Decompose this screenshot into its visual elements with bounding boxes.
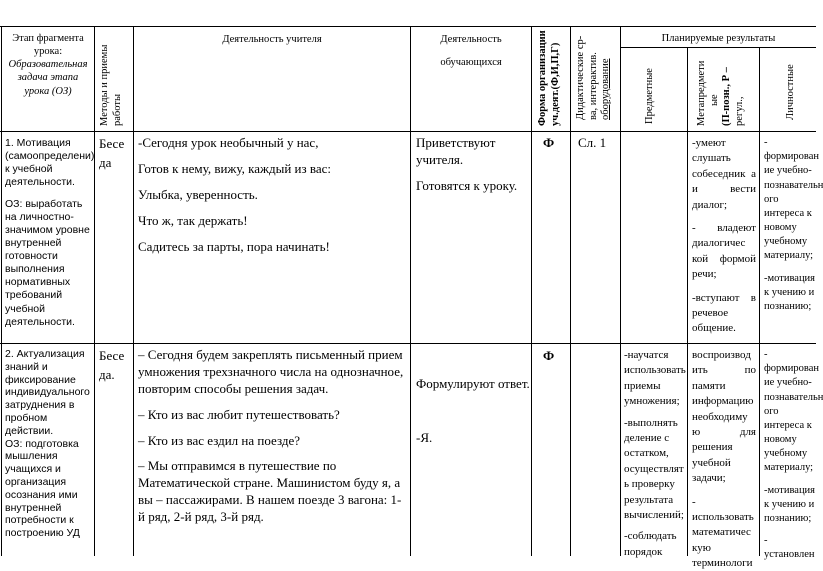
row2-personal-cell xyxy=(764,348,823,561)
header-meta-line4: регул., xyxy=(733,96,745,126)
row2-teacher-cell xyxy=(138,347,406,526)
row1-meta-item: -вступают в речевое общение. xyxy=(692,291,756,335)
row1-stage: 1. Мотивация (самоопределени) к учебной деятельности. xyxy=(5,137,95,189)
col-divider-teacher xyxy=(133,26,134,556)
row1-students-cell xyxy=(416,135,528,195)
header-meta-line2: ые xyxy=(708,94,720,106)
row2-meta-item: - использовать математичес кую терминологи xyxy=(692,495,754,570)
row1-meta-item: - владеют диалогичес кой формой речи; xyxy=(692,221,756,281)
header-students-line2: обучающихся xyxy=(440,57,502,69)
row2-subject-cell xyxy=(624,348,685,560)
row2-personal-item: - формирован ие учебно-познавательн ого интереса к новому учебному материалу; xyxy=(764,349,823,474)
row1-meta-item: -умеют слушать собеседник а и вести диалог; xyxy=(692,137,756,211)
row2-personal-item: -мотивация к учению и познанию; xyxy=(764,484,816,524)
header-form-line2: уч.деят.(Ф,И,П,Г) xyxy=(549,42,561,126)
header-subject-label: Предметные xyxy=(644,68,655,124)
table-left-border xyxy=(1,26,2,556)
row1-students-line: Приветствуют учителя. xyxy=(416,135,496,167)
row1-students-line: Готовятся к уроку. xyxy=(416,177,518,193)
row1-personal-cell xyxy=(764,136,823,341)
row2-subject-item: -выполнять деление с остатком, осуществлят ь проверку результата вычислений; xyxy=(624,416,684,521)
header-meta-line3: (П-позн., Р – xyxy=(721,67,733,126)
header-results: Планируемые результаты xyxy=(661,33,776,44)
row1-methods xyxy=(99,136,124,172)
row1-teacher-line: Садитесь за парты, пора начинать! xyxy=(138,238,330,254)
header-students-line1: Деятельность xyxy=(440,34,502,45)
row2-meta-cell xyxy=(692,348,756,571)
row1-personal-item: - формирован ие учебно-познавательн ого интереса к новому учебному материалу; xyxy=(764,137,823,262)
results-subheader-line xyxy=(620,47,816,48)
row1-teacher-line: Готов к нему, вижу, каждый из вас: xyxy=(138,160,331,176)
row1-methods-line1: Бесе xyxy=(99,136,125,151)
row2-teacher-line: – Кто из вас ездил на поезде? xyxy=(138,432,300,448)
header-didactic-line3: оборудование xyxy=(600,58,612,120)
col-divider-form xyxy=(531,26,532,556)
row2-goal: ОЗ: подготовка мышления учащихся и организация осознания ими внутренней потребности к построению УД xyxy=(5,437,80,540)
header-meta-line1: Метапредмети xyxy=(696,60,707,126)
row2-teacher-line: – Кто из вас любит путешествовать? xyxy=(138,406,340,422)
header-form xyxy=(537,30,562,126)
row2-methods xyxy=(99,348,124,384)
row2-subject-item: -научатся использовать приемы умножения; xyxy=(624,349,686,408)
header-personal-label: Личностные xyxy=(785,64,796,120)
row2-students-line: Формулируют ответ. xyxy=(416,376,530,391)
header-meta xyxy=(696,61,746,126)
row2-teacher-line: – Сегодня будем закреплять письменный прием умножения трехзначного числа на однозначное, повторим способы решения задач. xyxy=(138,347,404,396)
header-form-line1: Форма организации xyxy=(537,30,548,126)
row1-teacher-line: Что ж, так держать! xyxy=(138,212,248,228)
header-methods-line2: работы xyxy=(111,93,123,126)
col-divider-students xyxy=(410,26,411,556)
header-bottom-border xyxy=(0,131,816,132)
header-methods-line1: Методы и приемы xyxy=(99,44,110,126)
row1-personal-item: -мотивация к учению и познанию; xyxy=(764,272,816,312)
row1-teacher-line: Улыбка, уверенность. xyxy=(138,186,258,202)
header-stage xyxy=(2,32,94,98)
table-top-border xyxy=(0,26,816,27)
row-divider xyxy=(0,343,816,344)
row2-stage: 2. Актуализация знаний и фиксирование индивидуального затруднения в пробном действии. xyxy=(5,348,90,437)
header-personal xyxy=(785,64,798,120)
row2-teacher-line: – Мы отправимся в путешествие по Математической стране. Машинистом буду я, а вы – пассажирами. В нашем поезде 3 вагона: 1-й ряд, 2-й ряд, 3-й ряд. xyxy=(138,458,402,525)
header-didactic-line2: ва, интерактив. xyxy=(587,52,599,120)
header-stage-goal: Образовательная задача этапа урока (ОЗ) xyxy=(8,59,88,97)
row1-goal: ОЗ: выработать на личностно-значимом уровне внутренней готовности выполнения нормативных требований учебной деятельности. xyxy=(5,197,90,328)
col-divider-meta xyxy=(687,47,688,556)
row2-meta-item: воспроизвод ить по памяти информацию необходиму ю для решения учебной задачи; xyxy=(692,349,756,485)
row1-teacher-line: -Сегодня урок необычный у нас, xyxy=(138,135,319,150)
header-methods xyxy=(99,45,124,126)
header-didactic xyxy=(575,36,613,120)
row1-form: Ф xyxy=(543,135,555,150)
row2-students-cell xyxy=(416,376,530,447)
header-subject xyxy=(644,68,657,124)
col-divider-didactic xyxy=(570,26,571,556)
row2-methods-line1: Бесе xyxy=(99,348,125,363)
col-divider-results xyxy=(620,26,621,556)
row1-teacher-cell xyxy=(138,135,408,255)
header-didactic-line1: Дидактические ср- xyxy=(575,35,586,120)
row2-students-line: -Я. xyxy=(416,430,433,446)
col-divider-personal xyxy=(759,47,760,556)
row2-personal-item: - установлен xyxy=(764,535,815,561)
row1-didactic: Сл. 1 xyxy=(578,135,607,150)
row1-methods-line2: да xyxy=(99,155,112,171)
row2-subject-item: -соблюдать порядок xyxy=(624,530,677,558)
row2-stage-cell xyxy=(5,348,93,540)
row2-methods-line2: да. xyxy=(99,367,115,383)
header-teacher: Деятельность учителя xyxy=(222,34,322,45)
row1-stage-cell xyxy=(5,137,95,329)
row2-form: Ф xyxy=(543,348,555,363)
header-stage-label: Этап фрагмента урока: xyxy=(12,33,84,58)
header-students xyxy=(411,33,531,69)
row1-meta-cell xyxy=(692,136,756,337)
col-divider-methods xyxy=(94,26,95,556)
